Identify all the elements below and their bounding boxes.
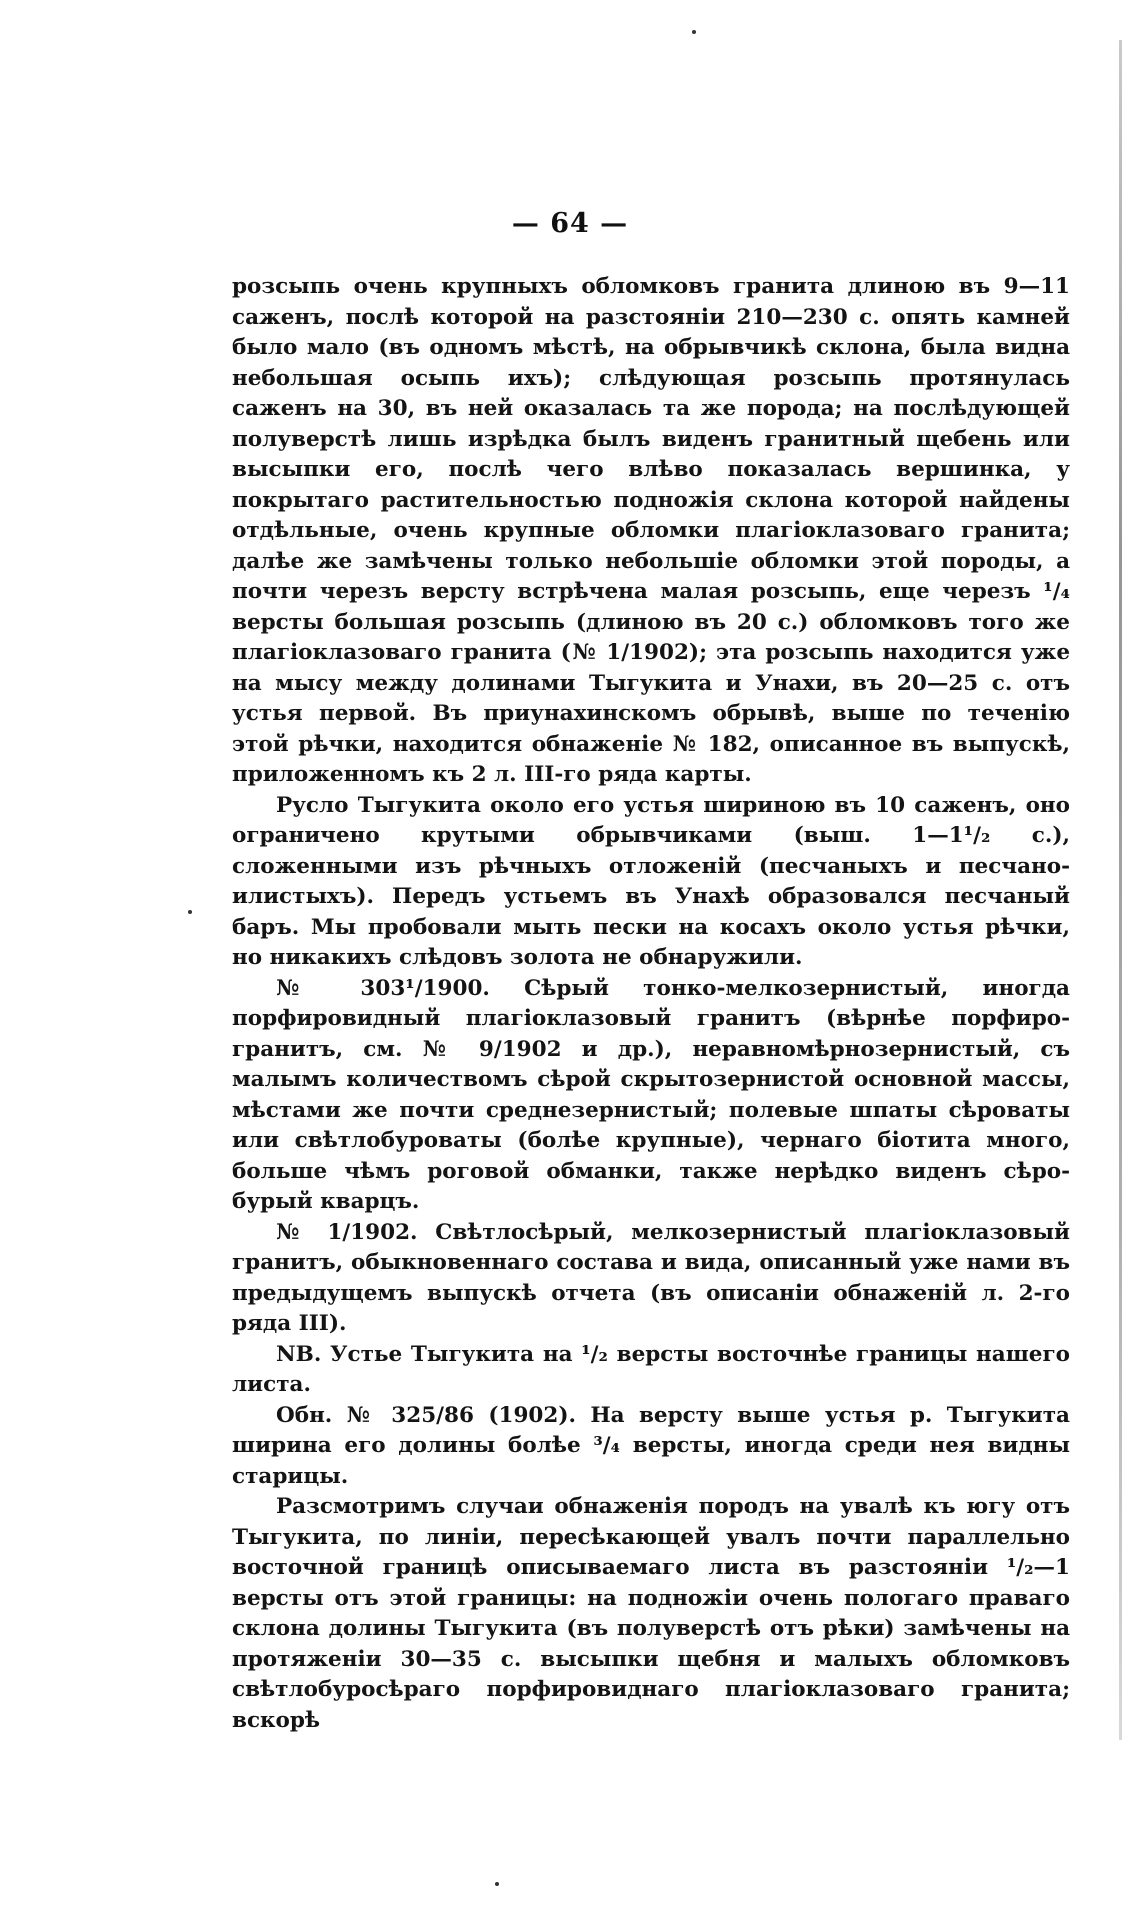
speck	[692, 30, 696, 34]
body-text	[232, 272, 1070, 1736]
paragraph: № 1/1902. Свѣтлосѣрый, мелкозернистый плагіоклазовый гранитъ, обыкновеннаго состава и вида, описанный уже нами въ предыдущемъ выпускѣ отчета (въ описаніи обнаженій л. 2-го ряда III).	[232, 1219, 1070, 1336]
paragraph: Русло Тыгукита около его устья шириною въ 10 саженъ, оно ограничено крутыми обрывчиками (выш. 1—1¹/₂ с.), сложенными изъ рѣчныхъ отложеній (песчаныхъ и песчано-илистыхъ). Передъ устьемъ въ Унахѣ образовался песчаный баръ. Мы пробовали мыть пески на косахъ около устья рѣчки, но никакихъ слѣдовъ золота не обнаружили.	[232, 792, 1070, 970]
paragraph: Обн. № 325/86 (1902). На версту выше устья р. Тыгукита ширина его долины болѣе ³/₄ версты, иногда среди нея видны старицы.	[232, 1402, 1070, 1489]
page-number: — 64 —	[511, 208, 629, 239]
paragraph: розсыпь очень крупныхъ обломковъ гранита длиною въ 9—11 саженъ, послѣ которой на разстояніи 210—230 с. опять камней было мало (въ одномъ мѣстѣ, на обрывчикѣ склона, была видна небольшая осыпь ихъ); слѣдующая розсыпь протянулась саженъ на 30, въ ней оказалась та же порода; на послѣдующей полуверстѣ лишь изрѣдка былъ виденъ гранитный щебень или высыпки его, послѣ чего влѣво показалась вершинка, у покрытаго растительностью подножія склона которой найдены отдѣльные, очень крупные обломки плагіоклазоваго гранита; далѣе же замѣчены только небольшіе обломки этой породы, а почти черезъ версту встрѣчена малая розсыпь, еще черезъ ¹/₄ версты большая розсыпь (длиною въ 20 с.) обломковъ того же плагіоклазоваго гранита (№ 1/1902); эта розсыпь находится уже на мысу между долинами Тыгукита и Унахи, въ 20—25 с. отъ устья первой. Въ приунахинскомъ обрывѣ, выше по теченію этой рѣчки, находится обнаженіе № 182, описанное въ выпускѣ, приложенномъ къ 2 л. III-го ряда карты.	[232, 274, 1070, 787]
speck	[495, 1882, 499, 1886]
paragraph: Разсмотримъ случаи обнаженія породъ на увалѣ къ югу отъ Тыгукита, по линіи, пересѣкающей увалъ почти параллельно восточной границѣ описываемаго листа въ разстояніи ¹/₂—1 версты отъ этой границы: на подножіи очень пологаго праваго склона долины Тыгукита (въ полуверстѣ отъ рѣки) замѣчены на протяженіи 30—35 с. высыпки щебня и малыхъ обломковъ свѣтлобуросѣраго порфировиднаго плагіоклазоваго гранита; вскорѣ	[232, 1494, 1070, 1733]
paragraph: № 303¹/1900. Сѣрый тонко-мелкозернистый, иногда порфировидный плагіоклазовый гранитъ (вѣрнѣе порфиро-гранитъ, см. № 9/1902 и др.), неравномѣрнозернистый, съ малымъ количествомъ сѣрой скрытозернистой основной массы, мѣстами же почти среднезернистый; полевые шпаты сѣроваты или свѣтлобуроваты (болѣе крупные), чернаго біотита много, больше чѣмъ роговой обманки, также нерѣдко виденъ сѣро-бурый кварцъ.	[232, 975, 1070, 1214]
speck	[188, 910, 192, 914]
paragraph: NB. Устье Тыгукита на ¹/₂ версты восточнѣе границы нашего листа.	[232, 1341, 1070, 1397]
scan-edge-shadow	[1119, 40, 1122, 1740]
